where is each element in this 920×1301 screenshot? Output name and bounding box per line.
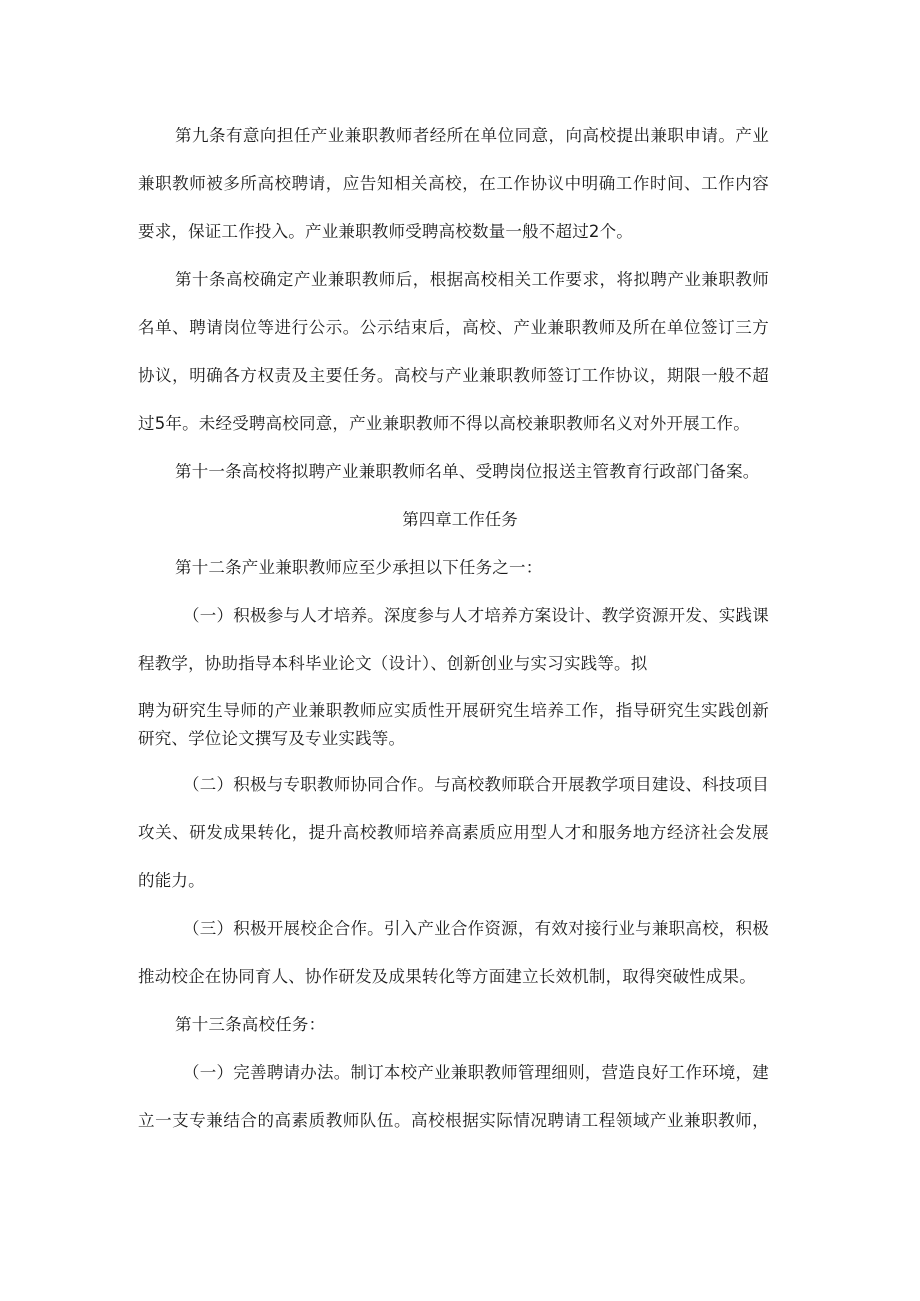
article-10-line-1: 第十条高校确定产业兼职教师后，根据高校相关工作要求，将拟聘产业兼职教师 xyxy=(175,270,769,289)
article-10-line-3: 协议，明确各方权责及主要任务。高校与产业兼职教师签订工作协议，期限一般不超 xyxy=(138,366,769,385)
article-9-line-2: 兼职教师被多所高校聘请，应告知相关高校，在工作协议中明确工作时间、工作内容 xyxy=(138,174,769,193)
article-10-line-2: 名单、聘请岗位等进行公示。公示结束后，高校、产业兼职教师及所在单位签订三方 xyxy=(138,318,769,337)
article-12-item-3-line-1: （三）积极开展校企合作。引入产业合作资源，有效对接行业与兼职高校，积极 xyxy=(183,919,769,938)
article-12-item-2-line-1: （二）积极与专职教师协同合作。与高校教师联合开展教学项目建设、科技项目 xyxy=(183,775,769,794)
article-10-line-4: 过5年。未经受聘高校同意，产业兼职教师不得以高校兼职教师名义对外开展工作。 xyxy=(138,414,750,433)
article-13-item-1-line-2: 立一支专兼结合的高素质教师队伍。高校根据实际情况聘请工程领域产业兼职教师， xyxy=(138,1111,769,1130)
article-9-line-1: 第九条有意向担任产业兼职教师者经所在单位同意，向高校提出兼职申请。产业 xyxy=(175,126,769,145)
article-12-item-1-line-2: 程教学，协助指导本科毕业论文（设计）、创新创业与实习实践等。拟 xyxy=(138,654,648,673)
article-11-line-1: 第十一条高校将拟聘产业兼职教师名单、受聘岗位报送主管教育行政部门备案。 xyxy=(175,462,760,481)
article-12-item-1-line-1: （一）积极参与人才培养。深度参与人才培养方案设计、教学资源开发、实践课 xyxy=(183,606,769,625)
chapter-heading: 第四章工作任务 xyxy=(402,510,518,529)
article-12-item-2-line-3: 的能力。 xyxy=(138,871,205,890)
article-12-item-2-line-2: 攻关、研发成果转化，提升高校教师培养高素质应用型人才和服务地方经济社会发展 xyxy=(138,823,769,842)
article-12-intro: 第十二条产业兼职教师应至少承担以下任务之一： xyxy=(175,558,543,577)
article-12-item-3-line-2: 推动校企在协同育人、协作研发及成果转化等方面建立长效机制，取得突破性成果。 xyxy=(138,967,756,986)
article-13-item-1-line-1: （一）完善聘请办法。制订本校产业兼职教师管理细则，营造良好工作环境，建 xyxy=(183,1063,769,1082)
article-9-line-3: 要求，保证工作投入。产业兼职教师受聘高校数量一般不超过2个。 xyxy=(138,222,633,241)
article-12-item-1-line-4: 研究、学位论文撰写及专业实践等。 xyxy=(138,729,406,748)
article-12-item-1-line-3: 聘为研究生导师的产业兼职教师应实质性开展研究生培养工作，指导研究生实践创新 xyxy=(138,701,769,720)
article-13-intro: 第十三条高校任务： xyxy=(175,1015,326,1034)
